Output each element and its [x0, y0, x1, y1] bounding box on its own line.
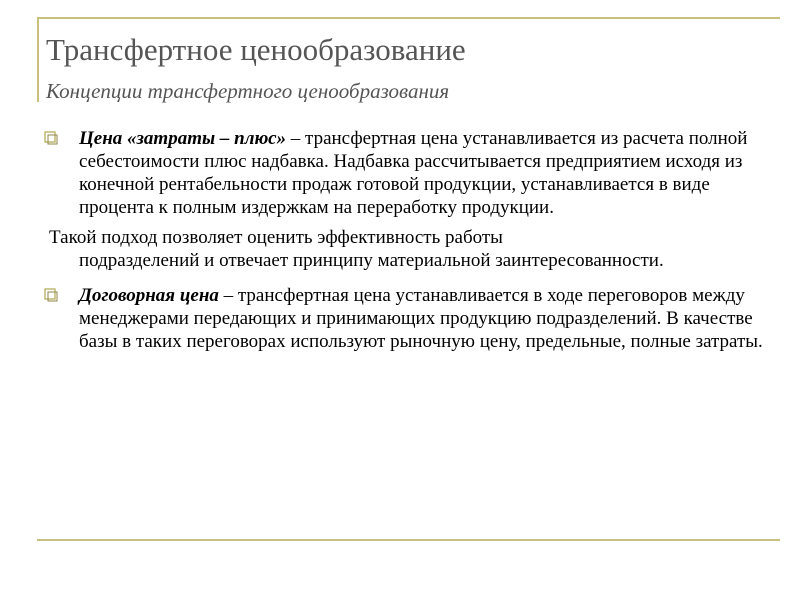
paragraph-first-line: Такой подход позволяет оценить эффективность работы — [49, 227, 503, 248]
checkbox-bullet-icon — [44, 131, 58, 145]
slide-subtitle: Концепции трансфертного ценообразования — [46, 79, 450, 103]
slide-content — [44, 127, 764, 360]
paragraph-approach — [44, 226, 764, 272]
bullet-negotiated — [44, 284, 764, 353]
definition-negotiated: – трансфертная цена устанавливается в ходе переговоров между менеджерами передающих и принимающих продукцию подразделений. В качестве базы в таких переговорах используют рыночную цену, предельные, полные затраты. — [79, 285, 763, 352]
bullet-cost-plus — [44, 127, 764, 219]
slide-title: Трансфертное ценообразование — [46, 32, 466, 67]
bottom-rule — [37, 539, 780, 541]
paragraph-rest: подразделений и отвечает принципу материальной заинтересованности. — [79, 250, 664, 271]
top-rule — [37, 17, 780, 19]
term-negotiated: Договорная цена — [79, 285, 219, 306]
definition-cost-plus: – трансфертная цена устанавливается из расчета полной себестоимости плюс надбавка. Надбавка рассчитывается предприятием исходя из конечной рентабельности продаж готовой продукции, устанавливается в виде процента к полным издержкам на переработку продукции. — [79, 128, 748, 218]
term-cost-plus: Цена «затраты – плюс» — [79, 128, 287, 149]
checkbox-bullet-icon — [44, 288, 58, 302]
left-rule — [37, 17, 39, 102]
